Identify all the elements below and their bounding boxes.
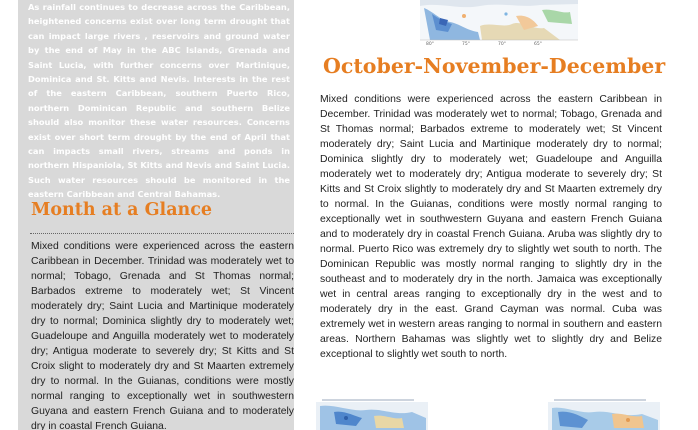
ond-summary-text: Mixed conditions were experienced across the eastern Caribbean in December. Trinidad was moderately wet to normal; Tobago, Grenada and St Thomas normal; Barbados extreme to moderately wet; St Vincent moderately dry; Saint Lucia and Martinique moderately dry to normal; Dominica slightly dry to moderately wet; Guadeloupe and Anguilla moderately wet to moderately dry; Antigua moderate to severely dry; St Kitts and St Croix slightly to moderately dry and St Maarten extremely dry to normal. In the Guianas, conditions were mostly normal ranging to exceptionally wet in southwestern Guyana and eastern French Guiana and to moderately dry in coastal French Guiana. Aruba was slightly dry to normal. Puerto Rico was extremely dry to slightly wet south to north. The Dominican Republic was mostly normal ranging to slightly dry in the southeast and to moderately dry in the north. Jamaica was exceptionally wet in central areas ranging to exceptionally dry in the west and to moderately dry in the east. Grand Cayman was normal. Cuba was extremely wet in western areas ranging to normal in southern and eastern areas. Northern Bahamas was slightly wet to slightly dry and Belize exceptional to slightly wet south to north. bbox=[320, 94, 662, 360]
sidebar-panel bbox=[18, 0, 294, 430]
month-summary-text: Mixed conditions were experienced across the eastern Caribbean in December. Trinidad was moderately wet to normal; Tobago, Grenada and St Thomas normal; Barbados extreme to moderately wet; St Vincent moderately dry; Saint Lucia and Martinique moderately dry to normal; Dominica slightly dry to moderately wet; Guadeloupe and Anguilla moderately wet to moderately dry; Antigua moderate to severely dry; St Kitts and St Croix slight to moderately dry and St Maarten extremely dry to normal. In the Guianas, conditions were mostly normal ranging to exceptionally wet in southwestern Guyana and eastern French Guiana and to moderately dry in coastal French Guiana. bbox=[31, 241, 294, 430]
dotted-divider bbox=[30, 233, 294, 234]
precipitation-map-figure bbox=[420, 0, 578, 48]
map-thumbnail-left-graphic bbox=[316, 398, 428, 430]
map-thumbnail-right bbox=[548, 398, 660, 430]
map-thumbnail-left bbox=[316, 398, 428, 430]
map-thumbnail-right-graphic bbox=[548, 398, 660, 430]
map-tick: 65° bbox=[534, 42, 542, 47]
map-tick: 75° bbox=[462, 42, 470, 47]
map-tick: 80° bbox=[426, 42, 434, 47]
month-at-a-glance-heading: Month at a Glance bbox=[31, 200, 213, 220]
map-tick: 70° bbox=[498, 42, 506, 47]
drought-outlook-text: As rainfall continues to decrease across the Caribbean, heightened concerns exist over long term drought that can impact large rivers , reservoirs and ground water by the end of May in the ABC Islands, Grenada and Saint Lucia, with further concerns over Martinique, Dominica and St. Kitts and Nevis. Interests in the rest of the eastern Caribbean, southern Puerto Rico, northern Dominican Republic and southern Belize should also monitor these water resources. Concerns exist over short term drought by the end of April that can impacts small rivers, streams and ponds in northern Hispaniola, St Kitts and Nevis and Saint Lucia. Such water resources should be monitored in the eastern Caribbean and Central Bahamas. bbox=[28, 2, 290, 200]
precipitation-map-graphic bbox=[420, 0, 578, 48]
section-heading: October-November-December bbox=[323, 54, 666, 78]
